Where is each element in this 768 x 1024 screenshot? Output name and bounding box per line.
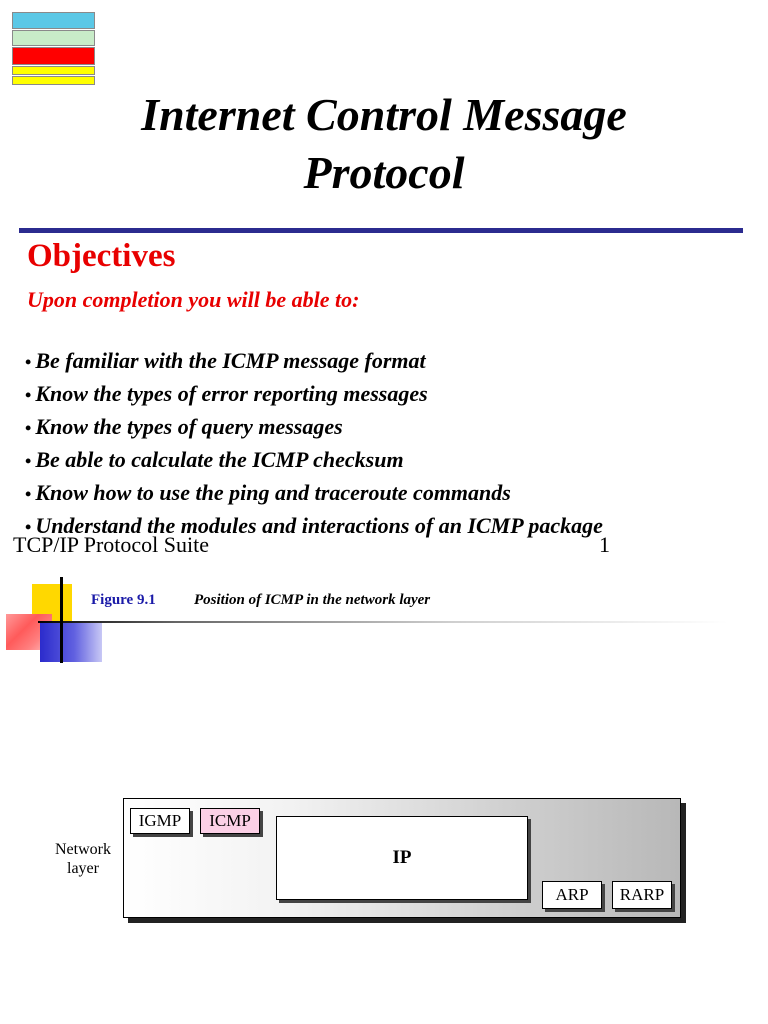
objectives-list (25, 345, 603, 543)
figure-label: Figure 9.1 (91, 592, 156, 608)
color-bar-green (12, 30, 95, 46)
slide-title (0, 86, 768, 202)
igmp-box: IGMP (130, 808, 190, 834)
color-bar-yellow-2 (12, 76, 95, 85)
objectives-heading: Objectives (27, 238, 176, 274)
color-bar-cyan (12, 12, 95, 29)
list-item: • Know the types of error reporting messages (25, 381, 428, 406)
figure-caption: Position of ICMP in the network layer (194, 592, 431, 608)
header-divider-line (38, 621, 728, 623)
bullet-icon: • (25, 484, 32, 504)
slide-title-line1: Internet Control Message (141, 89, 627, 140)
rarp-box: RARP (612, 881, 672, 909)
list-item: • Know the types of query messages (25, 414, 343, 439)
bullet-icon: • (25, 451, 32, 471)
network-layer-label: Network layer (55, 841, 111, 877)
list-item: • Be familiar with the ICMP message format (25, 348, 426, 373)
list-item: • Know how to use the ping and traceroute commands (25, 480, 511, 505)
corner-decoration-blue (40, 622, 102, 662)
list-item: • Understand the modules and interactions of an ICMP package (25, 513, 603, 538)
slide-title-line2: Protocol (303, 147, 465, 198)
footer-book-title: TCP/IP Protocol Suite (13, 532, 209, 557)
ip-box: IP (276, 816, 528, 900)
corner-decoration-vline (60, 577, 63, 663)
bullet-icon: • (25, 385, 32, 405)
page-number: 1 (599, 532, 610, 557)
arp-box: ARP (542, 881, 602, 909)
title-divider (19, 228, 743, 233)
bullet-icon: • (25, 517, 32, 537)
objectives-intro: Upon completion you will be able to: (27, 287, 360, 312)
color-bar-yellow-1 (12, 66, 95, 75)
bullet-icon: • (25, 418, 32, 438)
bullet-icon: • (25, 352, 32, 372)
list-item: • Be able to calculate the ICMP checksum (25, 447, 404, 472)
color-bar-red (12, 47, 95, 65)
icmp-box: ICMP (200, 808, 260, 834)
